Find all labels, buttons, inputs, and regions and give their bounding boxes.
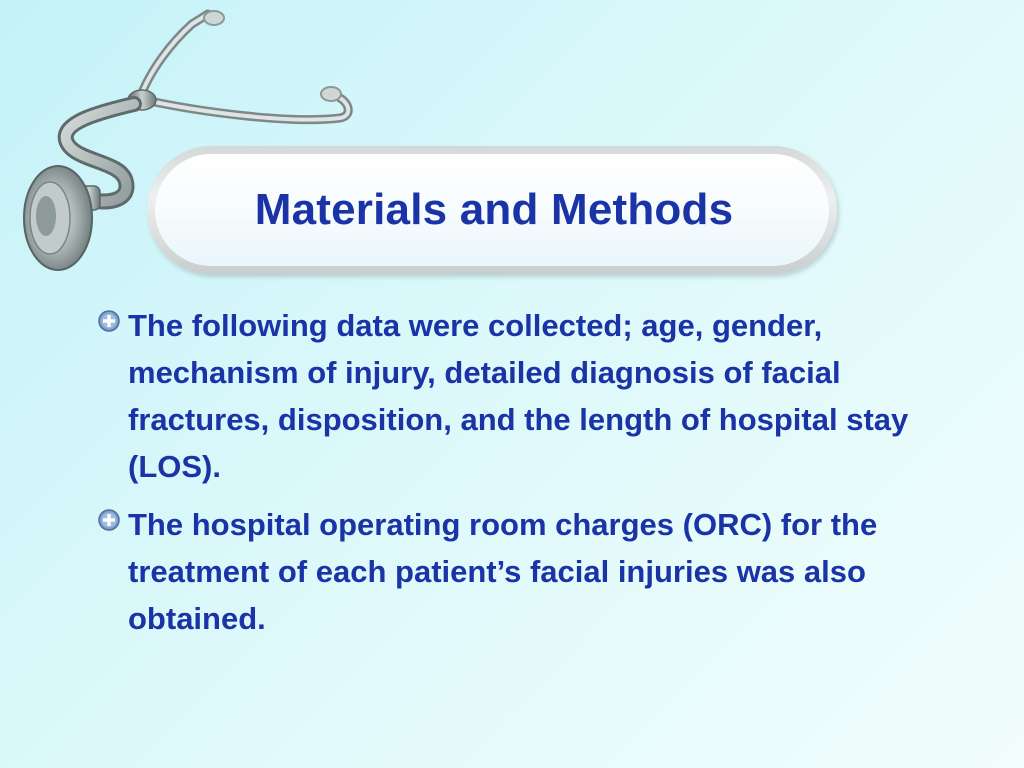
plus-circle-icon <box>98 310 120 332</box>
bullet-text: The hospital operating room charges (ORC) for the treatment of each patient’s facial injuries was also obtained. <box>128 507 878 636</box>
plus-circle-icon <box>98 509 120 531</box>
list-item <box>92 501 932 642</box>
bullet-list <box>92 302 932 653</box>
bullet-text: The following data were collected; age, gender, mechanism of injury, detailed diagnosis of facial fractures, disposition, and the length of hospital stay (LOS). <box>128 308 909 484</box>
list-item <box>92 302 932 490</box>
slide-title: Materials and Methods <box>254 185 734 234</box>
title-frame <box>147 146 837 274</box>
title-frame-inner <box>155 154 829 266</box>
